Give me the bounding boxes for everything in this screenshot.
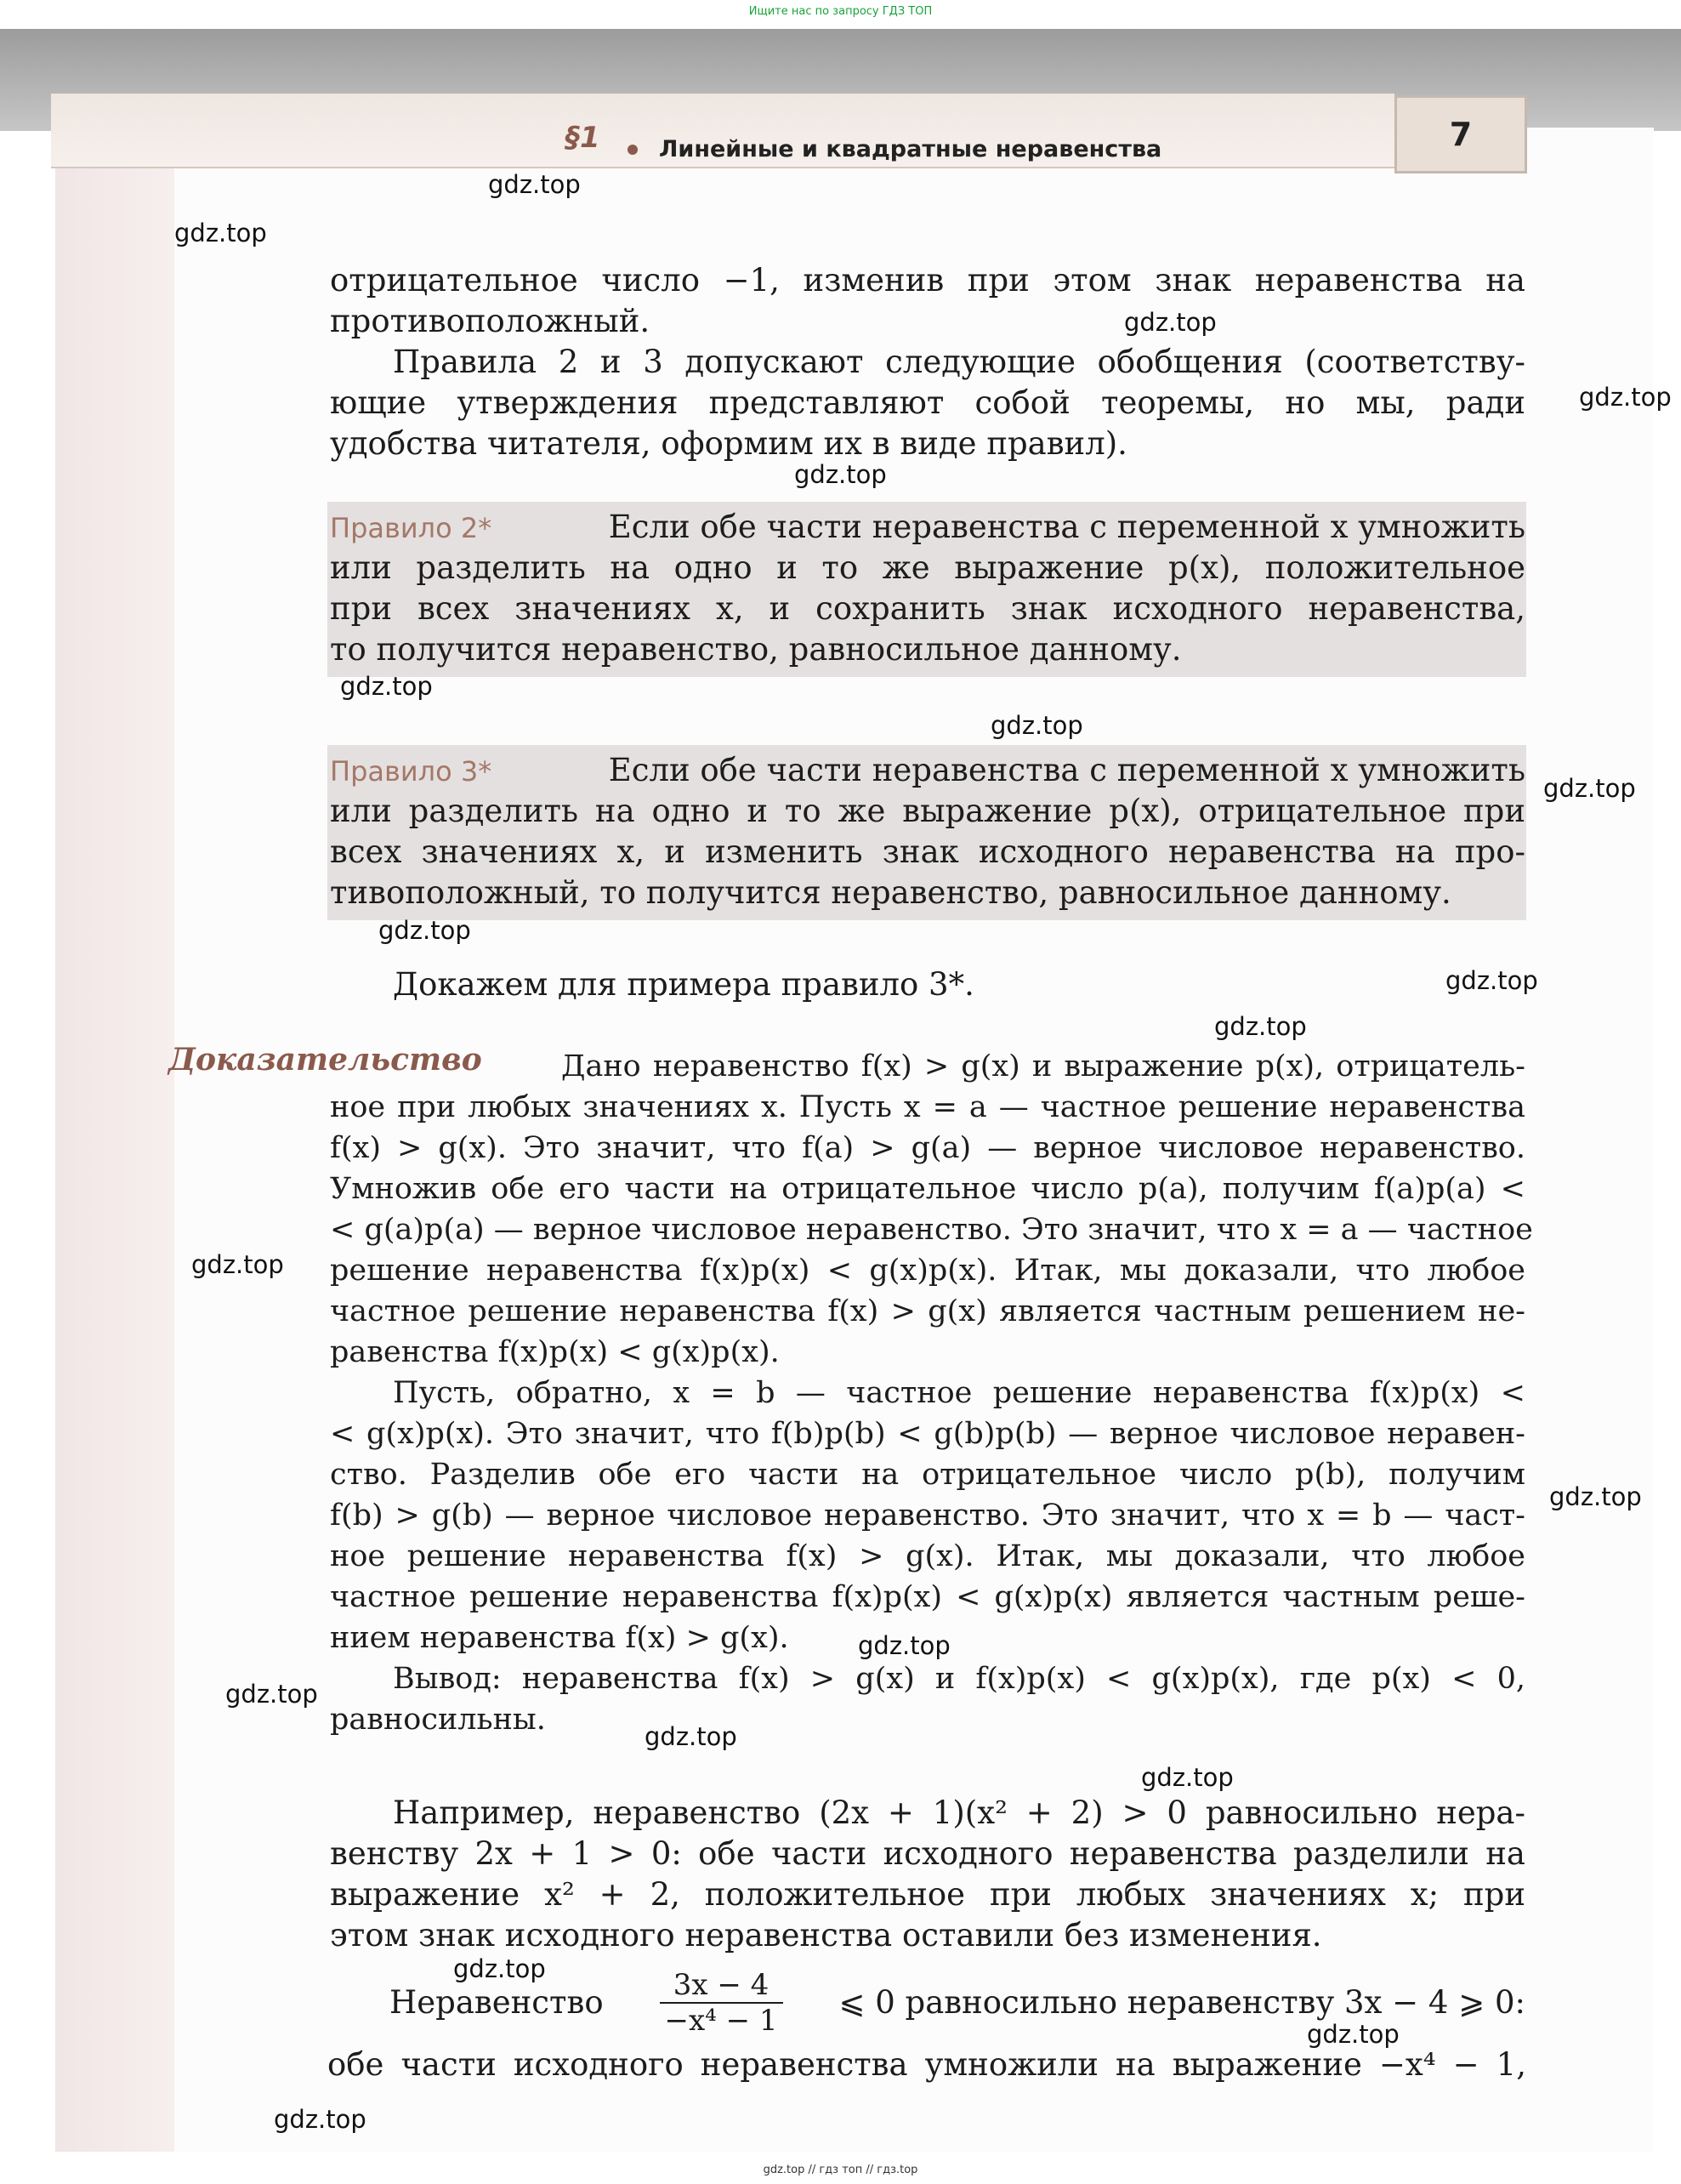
text-line: всех значениях x, и изменить знак исходного неравенства на про- [330,833,1525,870]
section-mark: §1 [565,121,600,155]
text-line: решение неравенства f(x)p(x) < g(x)p(x). Итак, мы доказали, что любое [330,1254,1525,1288]
text-line: Если обе части неравенства с переменной x умножить [608,509,1525,545]
rule-3-label: Правило 3* [330,755,492,788]
section-title: Линейные и квадратные неравенства [659,136,1162,162]
left-margin-band [55,128,174,2152]
watermark: gdz.top [191,1250,284,1279]
bottom-notice: gdz.top // гдз топ // гдз.top [763,2164,918,2176]
text-line: < g(a)p(a) — верное числовое неравенство. Это значит, что x = a — частное [330,1213,1533,1247]
text-line: выражение x² + 2, положительное при любых значениях x; при [330,1876,1525,1913]
fraction [660,1968,783,2038]
watermark: gdz.top [1214,1012,1307,1041]
text-line: ное решение неравенства f(x) > g(x). Итак, мы доказали, что любое [330,1539,1525,1573]
text-line: f(b) > g(b) — верное числовое неравенство. Это значит, что x = b — част- [330,1499,1525,1533]
text-line: Например, неравенство (2x + 1)(x² + 2) > 0 равносильно нера- [393,1794,1525,1831]
text-line: удобства читателя, оформим их в виде правил). [330,425,1127,462]
watermark: gdz.top [174,219,267,247]
watermark: gdz.top [1445,966,1538,995]
watermark: gdz.top [1141,1763,1234,1792]
text-fragment: ⩽ 0 равносильно неравенству 3x − 4 ⩾ 0: [838,1984,1525,2021]
watermark: gdz.top [340,672,433,701]
page-number: 7 [1394,95,1527,173]
fraction-denominator: −x⁴ − 1 [664,2004,778,2038]
top-notice: Ищите нас по запросу ГДЗ ТОП [748,5,933,18]
watermark: gdz.top [794,460,887,489]
watermark: gdz.top [991,711,1083,740]
text-line: венству 2x + 1 > 0: обе части исходного неравенства разделили на [330,1835,1525,1872]
watermark: gdz.top [1307,2020,1400,2049]
text-line: Вывод: неравенства f(x) > g(x) и f(x)p(x) < g(x)p(x), где p(x) < 0, [393,1662,1525,1696]
watermark: gdz.top [274,2105,366,2134]
watermark: gdz.top [378,916,471,945]
rule-2-first-line [330,507,1525,549]
text-line: или разделить на одно и то же выражение p(x), положительное [330,549,1525,586]
watermark: gdz.top [1549,1482,1642,1511]
text-line: этом знак исходного неравенства оставили без изменения. [330,1917,1322,1954]
text-line: нием неравенства f(x) > g(x). [330,1621,789,1655]
text-line: < g(x)p(x). Это значит, что f(b)p(b) < g(b)p(b) — верное числовое нерaвен- [330,1417,1525,1451]
watermark: gdz.top [1579,383,1672,412]
text-line: Докажем для примера правило 3*. [393,966,974,1003]
text-line: равносильны. [330,1703,546,1737]
text-line: при всех значениях x, и сохранить знак исходного неравенства, [330,590,1525,627]
text-line: Пусть, обратно, x = b — частное решение неравенства f(x)p(x) < [393,1376,1525,1410]
header-bullet [628,145,638,155]
watermark: gdz.top [1543,774,1636,803]
text-line: тивоположный, то получится неравенство, равносильное данному. [330,874,1451,911]
rule-2-label: Правило 2* [330,512,492,544]
text-line: Правила 2 и 3 допускают следующие обобщения (соответству- [393,344,1525,380]
proof-label: Доказательство [168,1042,482,1078]
text-line: или разделить на одно и то же выражение p(x), отрицательное при [330,793,1525,829]
text-line: Дано неравенство f(x) > g(x) и выражение p(x), отрицатель- [561,1049,1525,1083]
text-line: ство. Разделив обе его части на отрицательное число p(b), получим [330,1458,1525,1492]
text-line: равенства f(x)p(x) < g(x)p(x). [330,1335,780,1369]
text-line: то получится неравенство, равносильное данному. [330,631,1182,668]
text-line: Если обе части неравенства с переменной x умножить [608,752,1525,788]
watermark: gdz.top [858,1631,951,1660]
watermark: gdz.top [1124,308,1217,337]
text-line: ное при любых значениях x. Пусть x = a — частное решение неравенства [330,1090,1525,1124]
text-line: частное решение неравенства f(x) > g(x) является частным решением не- [330,1294,1525,1328]
watermark: gdz.top [453,1954,546,1983]
text-fragment: Неравенство [389,1984,604,2021]
text-line: противоположный. [330,303,650,339]
text-line: обе части исходного неравенства умножили на выражение −x⁴ − 1, [327,2046,1526,2083]
watermark: gdz.top [225,1680,318,1709]
text-line: f(x) > g(x). Это значит, что f(a) > g(a) — верное числовое неравенство. [330,1131,1525,1165]
text-line: частное решение неравенства f(x)p(x) < g(x)p(x) является частным реше- [330,1580,1525,1614]
text-line: ющие утверждения представляют собой теоремы, но мы, ради [330,384,1525,421]
watermark: gdz.top [488,170,581,199]
rule-3-first-line [330,750,1525,792]
fraction-numerator: 3x − 4 [660,1968,783,2004]
text-line: отрицательное число −1, изменив при этом знак неравенства на [330,262,1525,299]
watermark: gdz.top [645,1722,737,1751]
text-line: Умножив обе его части на отрицательное число p(a), получим f(a)p(a) < [330,1172,1525,1206]
